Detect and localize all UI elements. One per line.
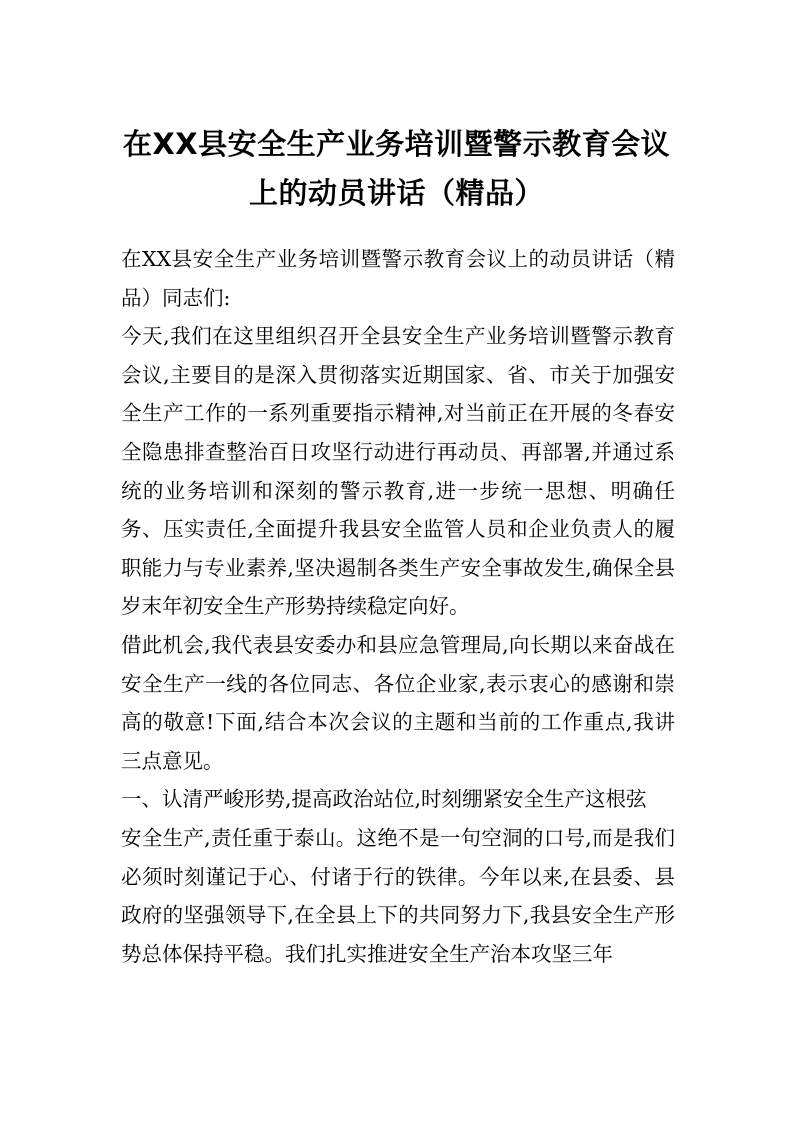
paragraph-section-1: 安全生产,责任重于泰山。这绝不是一句空洞的口号,而是我们必须时刻谨记于心、付诸于行的铁律。今年以来,在县委、县政府的坚强领导下,在全县上下的共同努力下,我县安全生产形势总体保持平稳。我们扎实推进安全生产治本攻坚三年: [121, 825, 675, 966]
paragraph-purpose: 今天,我们在这里组织召开全县安全生产业务培训暨警示教育会议,主要目的是深入贯彻落实近期国家、省、市关于加强安全生产工作的一系列重要指示精神,对当前正在开展的冬春安全隐患排查整治百日攻坚行动进行再动员、再部署,并通过系统的业务培训和深刻的警示教育,进一步统一思想、明确任务、压实责任,全面提升我县安全监管人员和企业负责人的履职能力与专业素养,坚决遏制各类生产安全事故发生,确保全县岁末年初安全生产形势持续稳定向好。: [121, 324, 675, 619]
document-title-line-2: 上的动员讲话（精品）: [248, 176, 544, 210]
document-body: [121, 240, 675, 973]
paragraph-gratitude: 借此机会,我代表县安委办和县应急管理局,向长期以来奋战在安全生产一线的各位同志、各位企业家,表示衷心的感谢和崇高的敬意!下面,结合本次会议的主题和当前的工作重点,我讲三点意见。: [121, 632, 675, 773]
section-heading-1: 一、认清严峻形势,提高政治站位,时刻绷紧安全生产这根弦: [121, 787, 647, 812]
document-title-line-1: 在XX县安全生产业务培训暨警示教育会议: [122, 127, 671, 161]
paragraph-salutation: 在XX县安全生产业务培训暨警示教育会议上的动员讲话（精品）同志们:: [121, 247, 675, 310]
